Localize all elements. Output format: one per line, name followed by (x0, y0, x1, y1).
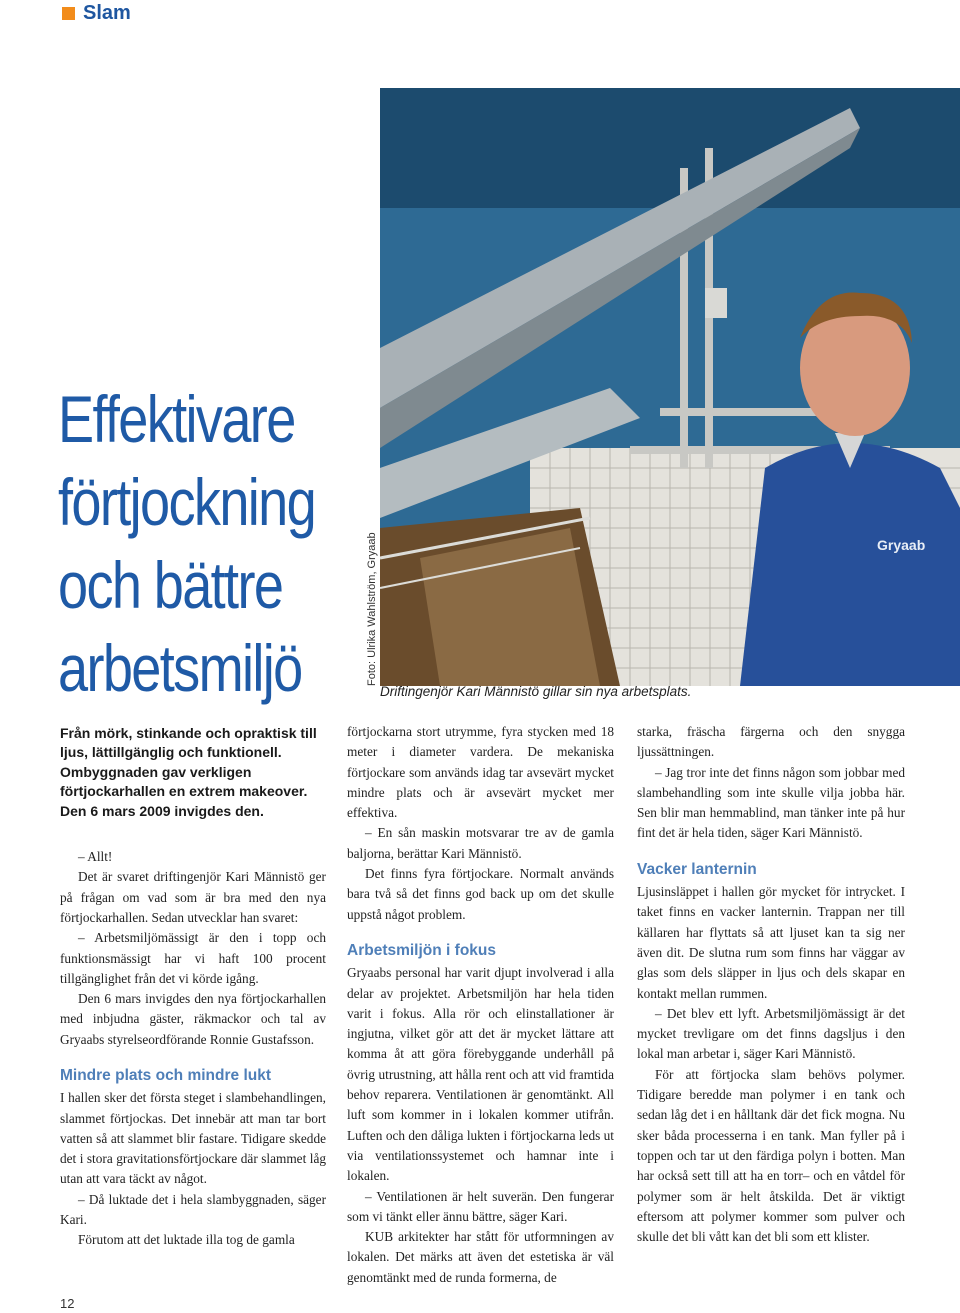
photo-illustration (380, 88, 960, 686)
paragraph: Ljusinsläppet i hallen gör mycket för intrycket. I taket finns en vacker lanternin. Trappan ner till källaren har flyttats så att ljuset kan ta sig ner även dit. De slutna rum som finns har väggar av glas som dels släpper in ljus och dels skapar en kontakt mellan rummen. (637, 884, 905, 1001)
section-tag (62, 0, 131, 26)
paragraph: Det finns fyra förtjockare. Normalt används bara två så det finns god back up om det skulle uppstå något problem. (347, 866, 614, 922)
headline-line: Effektivare (58, 382, 295, 456)
paragraph: – Ventilationen är helt suverän. Den fungerar som vi tänkt eller ännu bättre, säger Kari. (347, 1188, 614, 1224)
paragraph: – Då luktade det i hela slambyggnaden, säger Kari. (60, 1191, 326, 1228)
headline-line: arbetsmiljö (58, 631, 302, 705)
section-label: Slam (83, 1, 131, 24)
paragraph: – Jag tror inte det finns någon som jobbar med slambehandling som inte skulle vilja jobba här. Sen blir man hemmablind, man tänker inte på hur fint det är hela tiden, säger Kari Männistö. (637, 764, 905, 841)
paragraph: Gryaabs personal har varit djupt involverad i alla delar av projektet. Arbetsmiljön har hela tiden varit i fokus. Alla rör och elinstallationer är ingjutna, vilket gör att det är mycket lättare att komma åt att göra förebyggande underhåll på övrig utrustning, att hålla rent och att vid framtida behov reparera. Ventilationen är genomtänkt. All luft som kommer in i lokalen kommer utifrån. Luften och den dåliga lukten i förtjockarna leds ut via ventilationssystemet och hamnar inte i lokalen. (347, 965, 614, 1184)
column-1 (60, 724, 326, 1251)
column-2 (347, 722, 614, 1288)
paragraph: – Allt! (78, 849, 113, 865)
photo-credit: Foto: Ulrika Wahlström, Gryaab (366, 532, 378, 686)
lead-paragraph: Från mörk, stinkande och opraktisk till ljus, lättillgänglig och funktionell. Ombyggnaden gav verkligen förtjockarhallen en extrem makeover. Den 6 mars 2009 invigdes den. (60, 725, 317, 819)
paragraph: – Arbetsmiljömässigt är den i topp och funktionsmässigt har vi haft 100 procent tillgänglighet från det vi körde igång. (60, 930, 326, 986)
jacket-logo: Gryaab (877, 537, 926, 553)
subheading: Vacker lanternin (637, 860, 757, 878)
paragraph: Förutom att det luktade illa tog de gamla (78, 1232, 295, 1248)
paragraph: KUB arkitekter har stått för utformningen av lokalen. Det märks att även det estetiska är väl genomtänkt med de runda formerna, de (347, 1229, 614, 1285)
headline-line: och bättre (58, 548, 283, 622)
paragraph: I hallen sker det första steget i slambehandlingen, slammet förtjockas. Det innebär att man tar bort vatten så att slammet blir fastare. Tidigare skedde det i stora gravitationsförtjockare där slammet låg utan att vara täckt av något. (60, 1090, 326, 1187)
article-photo (380, 88, 960, 686)
photo-caption: Driftingenjör Kari Männistö gillar sin nya arbetsplats. (380, 684, 692, 699)
section-marker (62, 7, 75, 20)
subheading: Arbetsmiljön i fokus (347, 941, 496, 959)
article-headline (58, 378, 316, 710)
paragraph: Det är svaret driftingenjör Kari Männistö ger på frågan om vad som är bra med den nya förtjockarhallen. Sedan utvecklar han svaret: (60, 869, 326, 925)
subheading: Mindre plats och mindre lukt (60, 1067, 271, 1084)
paragraph: – Det blev ett lyft. Arbetsmiljömässigt är det mycket trevligare om det finns dagsljus i den lokal man arbetar i, säger Kari Männistö. (637, 1005, 905, 1062)
paragraph: starka, fräscha färgerna och den snygga ljussättningen. (637, 724, 905, 760)
page-number: 12 (60, 1296, 75, 1311)
paragraph: För att förtjocka slam behövs polymer. Tidigare beredde man polymer i en tank och sedan låg det i en hålltank där det fick mogna. Nu sker båda processerna i en tank. Man fyller på i toppen och tar ut den färdiga polyn i botten. Man har också sett till att ha en torr– och en våtdel för polymer som är helt åtskilda. Det är viktigt eftersom att polymer kommer som pulver och skulle det bli vått kan det bli som ett klister. (637, 1066, 905, 1245)
column-3 (637, 722, 905, 1247)
paragraph: – En sån maskin motsvarar tre av de gamla baljorna, berättar Kari Männistö. (347, 825, 614, 861)
paragraph: förtjockarna stort utrymme, fyra stycken med 18 meter i diameter vardera. De mekaniska förtjockare som används idag tar avsevärt mycket mindre plats och är avsevärt mycket mer effektiva. (347, 724, 614, 821)
paragraph: Den 6 mars invigdes den nya förtjockarhallen med inbjudna gäster, räkmackor och tal av Gryaabs styrelseordförande Ronnie Gustafsson. (60, 991, 326, 1047)
headline-line: förtjockning (58, 465, 316, 539)
